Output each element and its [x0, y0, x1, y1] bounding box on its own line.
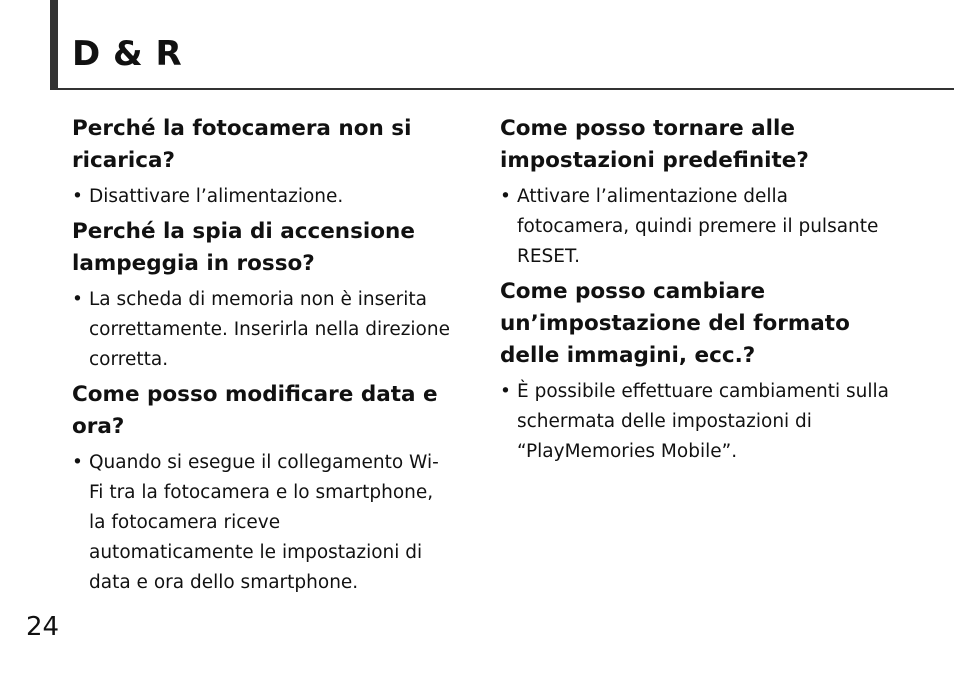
faq-question: Come posso tornare alle impostazioni predefinite?	[500, 116, 809, 173]
faq-answer: • La scheda di memoria non è inserita correttamente. Inserirla nella direzione corretta.	[72, 285, 450, 375]
faq-item	[500, 276, 890, 467]
faq-item	[500, 113, 890, 272]
faq-question: Come posso modificare data e ora?	[72, 382, 438, 439]
page-title: D & R	[72, 34, 183, 74]
faq-question: Perché la spia di accensione lampeggia in rosso?	[72, 219, 415, 276]
faq-answer: • È possibile effettuare cambiamenti sulla schermata delle impostazioni di “PlayMemories Mobile”.	[500, 377, 890, 467]
faq-item	[72, 216, 450, 375]
title-accent-bar	[50, 0, 58, 90]
title-divider	[50, 88, 954, 90]
right-column	[500, 113, 890, 471]
faq-item	[72, 379, 450, 598]
faq-answer: • Attivare l’alimentazione della fotocamera, quindi premere il pulsante RESET.	[500, 182, 890, 272]
faq-item	[72, 113, 450, 212]
faq-answer: • Quando si esegue il collegamento Wi-Fi tra la fotocamera e lo smartphone, la fotocamera riceve automaticamente le impostazioni di data e ora dello smartphone.	[72, 448, 450, 598]
page-number: 24	[26, 612, 60, 642]
faq-question: Come posso cambiare un’impostazione del formato delle immagini, ecc.?	[500, 279, 850, 368]
left-column	[72, 113, 450, 602]
faq-question: Perché la fotocamera non si ricarica?	[72, 116, 412, 173]
faq-answer: • Disattivare l’alimentazione.	[72, 182, 450, 212]
